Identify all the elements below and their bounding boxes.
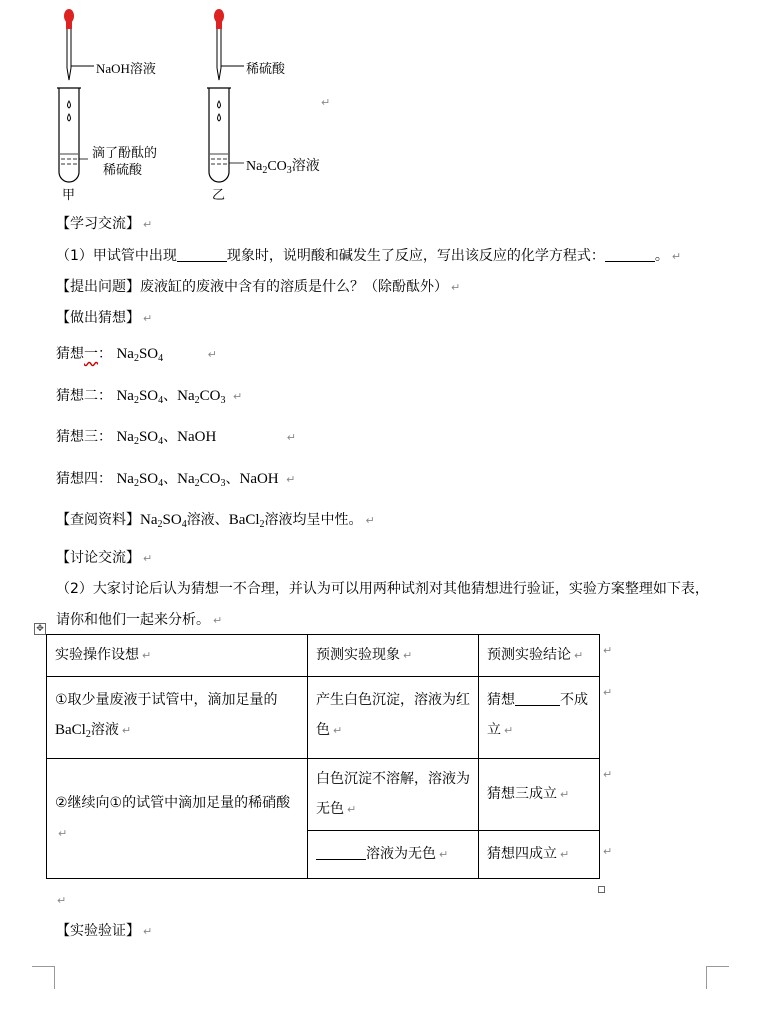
question-heading: 【提出问题】废液缸的废液中含有的溶质是什么？（除酚酞外） ↵ xyxy=(56,279,461,295)
header-operation: 实验操作设想 ↵ xyxy=(47,635,308,677)
right-dropper-label: 稀硫酸 xyxy=(246,61,286,76)
row3-conclusion: 猜想四成立 ↵ xyxy=(479,831,600,879)
answer-blank[interactable] xyxy=(515,691,560,706)
left-caption: 甲 xyxy=(62,188,76,203)
left-test-tube-icon xyxy=(57,88,88,182)
left-tube-label-line1: 滴了酚酞的 xyxy=(92,146,158,161)
question-1: （1）甲试管中出现 现象时，说明酸和碱发生了反应，写出该反应的化学方程式： 。 ↵ xyxy=(56,248,682,264)
row2-operation: ②继续向①的试管中滴加足量的稀硝酸↵ xyxy=(47,759,308,879)
reference: 【查阅资料】$Na_2SO_4$溶液、BaCl$_2$溶液均呈中性。 ↵ xyxy=(56,512,375,530)
row1-conclusion: 猜想 不成 立 ↵ xyxy=(479,677,600,759)
section-verify: 【实验验证】 ↵ xyxy=(56,923,153,939)
table-header-row xyxy=(47,635,600,677)
row-end-mark: ↵ xyxy=(603,768,613,781)
paragraph-mark: ↵ xyxy=(57,894,67,907)
left-dropper-icon xyxy=(64,9,94,80)
right-test-tube-icon xyxy=(207,88,244,182)
paragraph-mark: ↵ xyxy=(321,96,331,109)
table-row xyxy=(47,759,600,831)
row1-operation: ①取少量废液于试管中，滴加足量的 BaCl$_2$溶液 ↵ xyxy=(47,677,308,759)
row-end-mark: ↵ xyxy=(603,686,613,699)
section-learning: 【学习交流】 ↵ xyxy=(56,216,153,232)
question-2-line2: 请你和他们一起来分析。 ↵ xyxy=(56,612,223,628)
answer-blank[interactable] xyxy=(605,247,655,262)
header-conclusion: 预测实验结论 ↵ xyxy=(479,635,600,677)
right-caption: 乙 xyxy=(212,188,226,203)
section-discuss: 【讨论交流】 ↵ xyxy=(56,550,153,566)
table-resize-handle[interactable] xyxy=(598,886,605,893)
section-guess: 【做出猜想】 ↵ xyxy=(56,310,153,326)
answer-blank[interactable] xyxy=(316,845,366,860)
row-end-mark: ↵ xyxy=(603,845,613,858)
guess-1: 猜想一： $Na_2SO_4$ ↵ xyxy=(56,346,217,364)
row2-phenomenon: 白色沉淀不溶解，溶液为 无色 ↵ xyxy=(308,759,479,831)
experiment-table xyxy=(46,634,600,879)
guess-4: 猜想四： $Na_2SO_4$、$Na_2CO_3$、NaOH ↵ xyxy=(56,471,296,489)
page-corner-mark xyxy=(706,966,729,989)
left-tube-label-line2: 稀硫酸 xyxy=(103,163,143,178)
table-row xyxy=(47,677,600,759)
right-tube-label: $Na_2CO_3$溶液 xyxy=(246,159,320,176)
header-phenomenon: 预测实验现象 ↵ xyxy=(308,635,479,677)
right-dropper-icon xyxy=(214,9,244,80)
page-corner-mark xyxy=(32,966,55,989)
row-end-mark: ↵ xyxy=(603,644,613,657)
row1-phenomenon: 产生白色沉淀，溶液为红 色 ↵ xyxy=(308,677,479,759)
guess-3: 猜想三： $Na_2SO_4$、NaOH ↵ xyxy=(56,429,296,447)
guess-2: 猜想二： $Na_2SO_4$、$Na_2CO_3$ ↵ xyxy=(56,388,243,406)
question-2-line1: （2）大家讨论后认为猜想一不合理，并认为可以用两种试剂对其他猜想进行验证，实验方案整理如下表， xyxy=(56,581,709,597)
left-dropper-label: NaOH溶液 xyxy=(96,61,156,76)
row3-phenomenon: 溶液为无色 ↵ xyxy=(308,831,479,879)
table-move-handle-icon[interactable]: ✥ xyxy=(34,623,46,635)
row2-conclusion: 猜想三成立 ↵ xyxy=(479,759,600,831)
answer-blank[interactable] xyxy=(177,247,227,262)
